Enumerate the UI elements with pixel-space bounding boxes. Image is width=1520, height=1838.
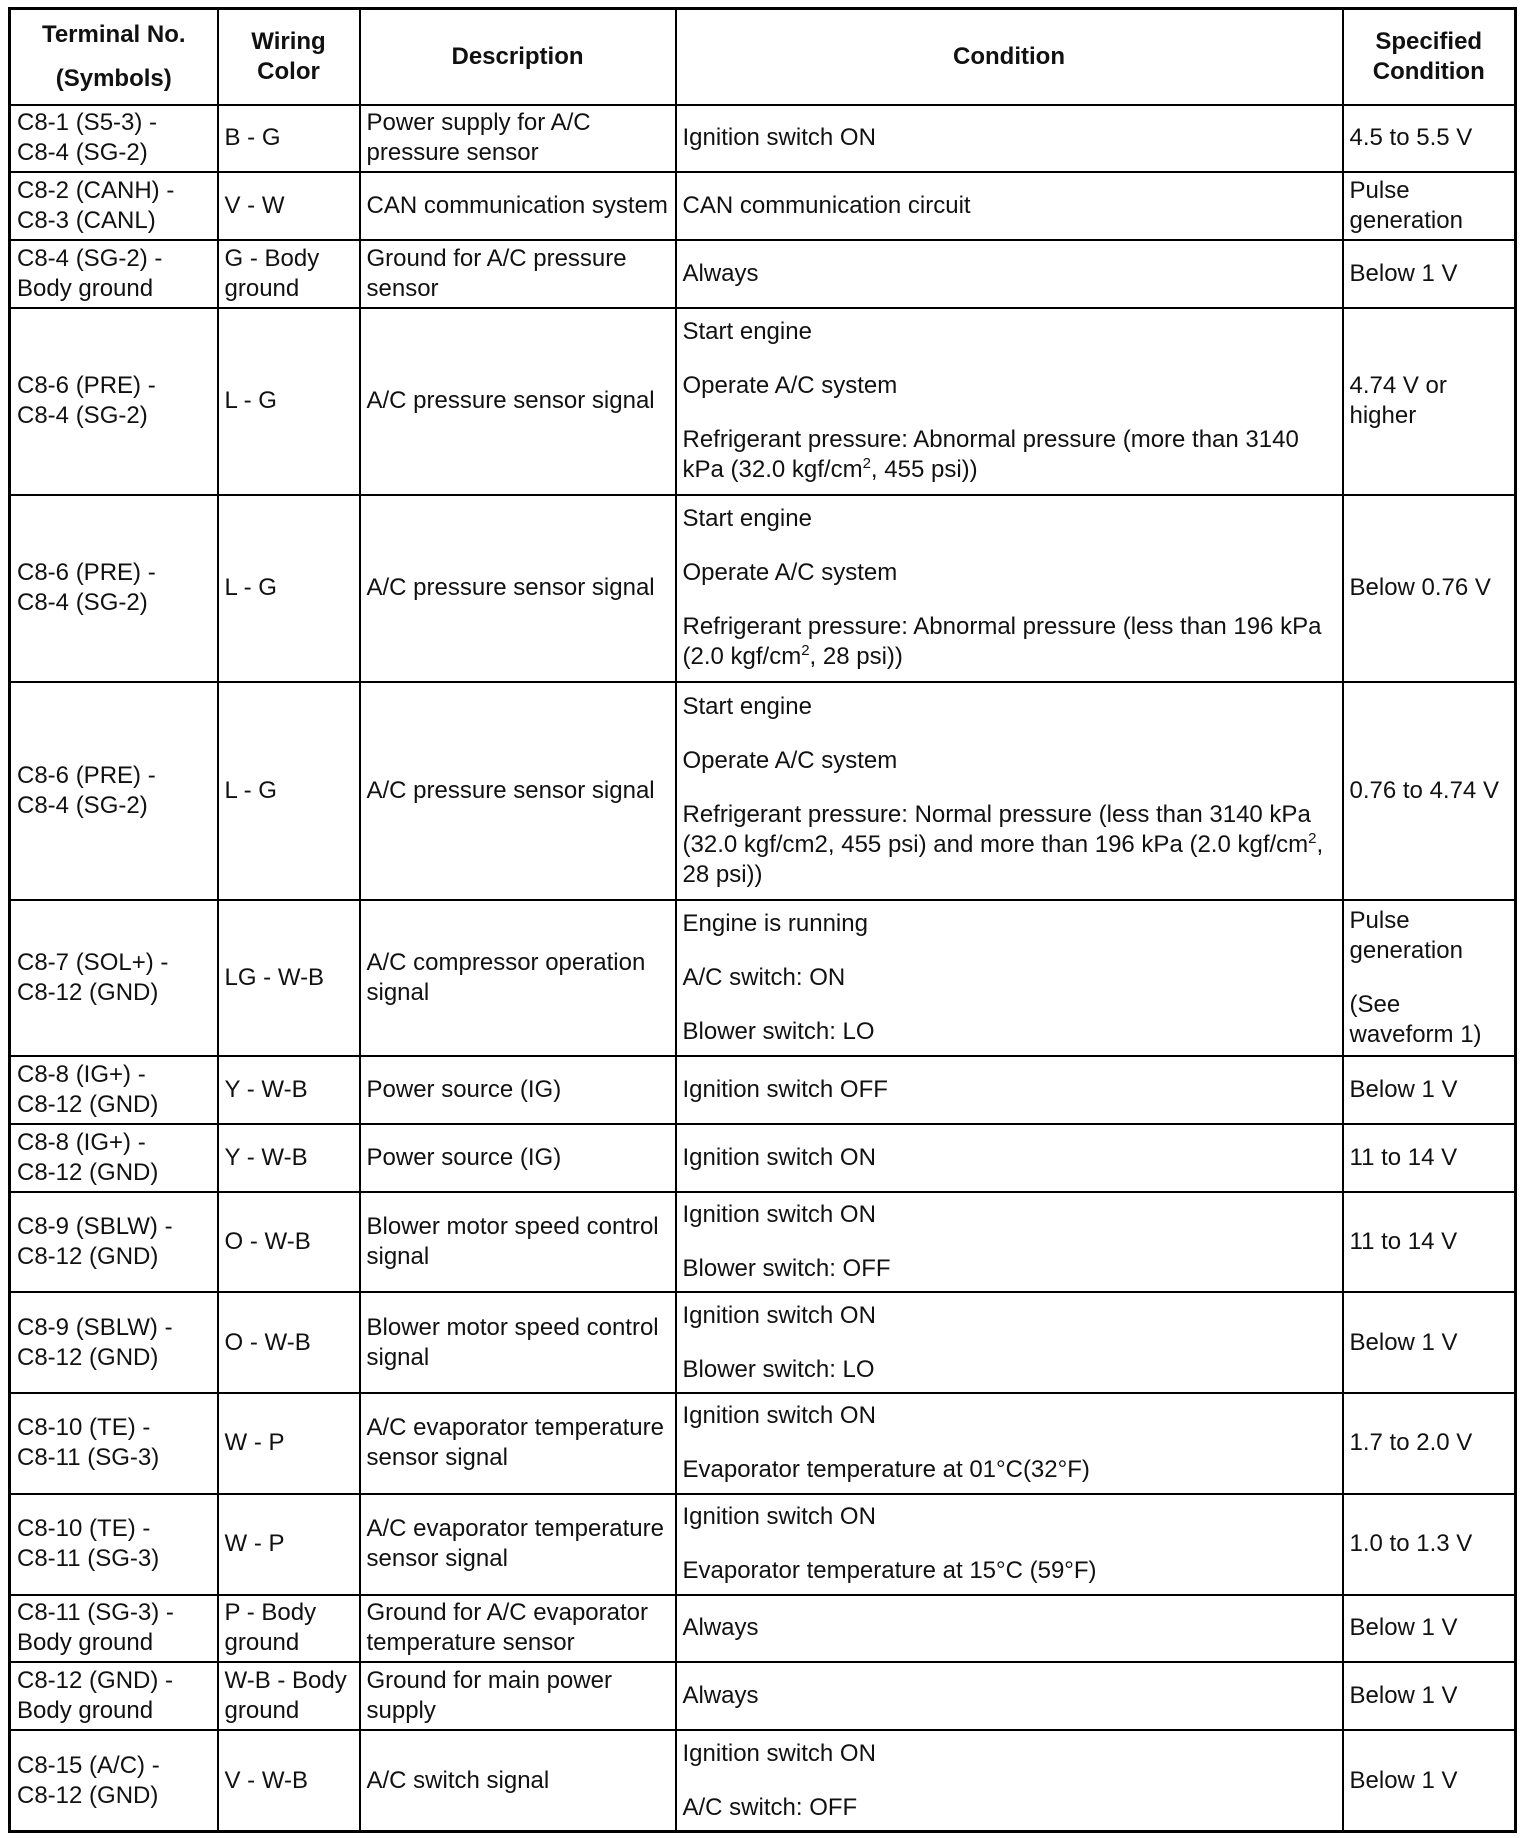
wiring-color-cell: O - W-B: [218, 1192, 360, 1293]
specified-condition-cell: [1343, 1662, 1516, 1730]
terminal-line: Body ground: [17, 275, 154, 303]
description-cell: Ground for A/C pressure sensor: [360, 240, 676, 308]
description-cell: A/C compressor operation signal: [360, 900, 676, 1056]
table-row: [10, 172, 1516, 240]
condition-line: A/C switch: OFF: [682, 1793, 858, 1821]
terminal-cell: [10, 308, 218, 495]
condition-line: Refrigerant pressure: Abnormal pressure (more than 3140 kPa (32.0 kgf/$cm^2$, 455 psi)): [682, 426, 1299, 484]
terminal-line: C8-12 (GND): [17, 1243, 159, 1271]
wiring-color-cell: L - G: [218, 682, 360, 900]
condition-line: Ignition switch ON: [682, 1201, 876, 1229]
terminal-line: C8-10 (TE) -: [17, 1515, 151, 1543]
terminal-line: C8-6 (PRE) -: [17, 372, 156, 400]
description-cell: Power source (IG): [360, 1124, 676, 1192]
terminal-cell: [10, 495, 218, 682]
terminal-cell: [10, 1595, 218, 1663]
wiring-color-cell: L - G: [218, 495, 360, 682]
wiring-color-cell: Y - W-B: [218, 1124, 360, 1192]
condition-cell: [676, 1292, 1343, 1393]
wiring-color-cell: V - W: [218, 172, 360, 240]
terminal-line: C8-12 (GND) -: [17, 1667, 174, 1695]
condition-cell: [676, 172, 1343, 240]
terminal-cell: [10, 1056, 218, 1124]
wiring-color-cell: Y - W-B: [218, 1056, 360, 1124]
table-row: [10, 308, 1516, 495]
header-condition: Condition: [676, 9, 1343, 105]
table-row: [10, 240, 1516, 308]
terminal-line: C8-12 (GND): [17, 1090, 159, 1118]
description-cell: Ground for A/C evaporator temperature sensor: [360, 1595, 676, 1663]
description-cell: Blower motor speed control signal: [360, 1192, 676, 1293]
condition-line: Blower switch: OFF: [682, 1255, 891, 1283]
terminal-cell: [10, 1393, 218, 1494]
terminal-line: Body ground: [17, 1697, 154, 1725]
terminal-cell: [10, 900, 218, 1056]
condition-cell: [676, 240, 1343, 308]
terminal-line: C8-4 (SG-2): [17, 402, 148, 430]
specified-condition-cell: [1343, 105, 1516, 173]
terminal-line: C8-12 (GND): [17, 1343, 159, 1371]
condition-line: Engine is running: [682, 909, 868, 937]
wiring-color-cell: B - G: [218, 105, 360, 173]
specified-line: Below 1 V: [1349, 1075, 1458, 1103]
condition-cell: [676, 1595, 1343, 1663]
condition-line: Start engine: [682, 318, 812, 346]
condition-line: Refrigerant pressure: Abnormal pressure (less than 196 kPa (2.0 kgf/$cm^2$, 28 psi)): [682, 613, 1322, 671]
wiring-color-cell: LG - W-B: [218, 900, 360, 1056]
condition-line: Operate A/C system: [682, 559, 898, 587]
terminal-cell: [10, 682, 218, 900]
condition-cell: [676, 1056, 1343, 1124]
condition-line: Blower switch: LO: [682, 1355, 875, 1383]
condition-line: A/C switch: ON: [682, 963, 846, 991]
terminal-line: C8-15 (A/C) -: [17, 1751, 160, 1779]
specified-condition-cell: [1343, 682, 1516, 900]
specified-line: 4.74 V or higher: [1349, 372, 1447, 430]
table-header-row: [10, 9, 1516, 105]
description-cell: A/C pressure sensor signal: [360, 682, 676, 900]
table-row: [10, 1292, 1516, 1393]
terminal-line: C8-3 (CANL): [17, 207, 156, 235]
terminal-line: C8-7 (SOL+) -: [17, 948, 169, 976]
wiring-color-cell: W - P: [218, 1393, 360, 1494]
condition-cell: [676, 308, 1343, 495]
terminal-line: C8-11 (SG-3): [17, 1444, 160, 1472]
condition-line: Always: [682, 1682, 759, 1710]
terminal-cell: [10, 240, 218, 308]
terminal-line: C8-4 (SG-2): [17, 791, 148, 819]
table-row: [10, 1393, 1516, 1494]
terminal-line: C8-11 (SG-3) -: [17, 1599, 174, 1627]
description-cell: Power supply for A/C pressure sensor: [360, 105, 676, 173]
description-cell: A/C pressure sensor signal: [360, 495, 676, 682]
specified-line: Below 1 V: [1349, 260, 1458, 288]
condition-line: Refrigerant pressure: Normal pressure (less than 3140 kPa (32.0 kgf/cm2, 455 psi) and more than 196 kPa (2.0 kgf/$cm^2$, 28 psi)): [682, 800, 1324, 888]
condition-line: CAN communication circuit: [682, 192, 971, 220]
specified-condition-cell: [1343, 495, 1516, 682]
wiring-color-cell: O - W-B: [218, 1292, 360, 1393]
specified-condition-cell: [1343, 1393, 1516, 1494]
condition-line: Ignition switch ON: [682, 1739, 876, 1767]
condition-line: Operate A/C system: [682, 746, 898, 774]
terminal-line: C8-11 (SG-3): [17, 1545, 160, 1573]
specified-condition-cell: [1343, 172, 1516, 240]
specified-condition-cell: [1343, 1730, 1516, 1831]
terminal-line: Body ground: [17, 1629, 154, 1657]
header-terminal-label: Terminal No.: [41, 20, 186, 48]
terminal-line: C8-12 (GND): [17, 1158, 159, 1186]
condition-line: Ignition switch ON: [682, 1143, 876, 1171]
terminal-line: C8-8 (IG+) -: [17, 1128, 146, 1156]
specified-line: 1.7 to 2.0 V: [1349, 1429, 1473, 1457]
condition-line: Operate A/C system: [682, 372, 898, 400]
description-cell: A/C switch signal: [360, 1730, 676, 1831]
specified-condition-cell: [1343, 1292, 1516, 1393]
table-row: [10, 495, 1516, 682]
condition-cell: [676, 900, 1343, 1056]
specified-line: 0.76 to 4.74 V: [1349, 776, 1499, 804]
terminal-line: C8-9 (SBLW) -: [17, 1313, 173, 1341]
condition-line: Evaporator temperature at 15°C (59°F): [682, 1557, 1097, 1585]
terminal-cell: [10, 1662, 218, 1730]
description-cell: Power source (IG): [360, 1056, 676, 1124]
wiring-color-cell: W - P: [218, 1494, 360, 1595]
specified-line: Pulse generation: [1349, 906, 1463, 964]
condition-cell: [676, 1124, 1343, 1192]
terminal-table-sheet: [8, 7, 1514, 1833]
wiring-color-cell: W-B - Body ground: [218, 1662, 360, 1730]
specified-line: Pulse generation: [1349, 177, 1463, 235]
terminal-line: C8-10 (TE) -: [17, 1414, 151, 1442]
terminal-cell: [10, 1124, 218, 1192]
specified-line: 1.0 to 1.3 V: [1349, 1530, 1473, 1558]
description-cell: Blower motor speed control signal: [360, 1292, 676, 1393]
table-row: [10, 1124, 1516, 1192]
condition-line: Start engine: [682, 692, 812, 720]
condition-line: Start engine: [682, 505, 812, 533]
terminal-cell: [10, 1292, 218, 1393]
header-description: Description: [360, 9, 676, 105]
table-row: [10, 682, 1516, 900]
description-cell: Ground for main power supply: [360, 1662, 676, 1730]
condition-line: Evaporator temperature at 01°C(32°F): [682, 1456, 1090, 1484]
terminal-cell: [10, 1494, 218, 1595]
specified-condition-cell: [1343, 1056, 1516, 1124]
specified-condition-cell: [1343, 1192, 1516, 1293]
specified-line: 4.5 to 5.5 V: [1349, 124, 1473, 152]
terminal-line: C8-4 (SG-2) -: [17, 245, 163, 273]
condition-line: Ignition switch OFF: [682, 1075, 888, 1103]
specified-line: (See waveform 1): [1349, 990, 1482, 1048]
table-row: [10, 1730, 1516, 1831]
condition-cell: [676, 105, 1343, 173]
terminal-line: C8-4 (SG-2): [17, 589, 148, 617]
terminal-line: C8-6 (PRE) -: [17, 559, 156, 587]
condition-line: Ignition switch ON: [682, 1503, 876, 1531]
table-row: [10, 1192, 1516, 1293]
table-row: [10, 1595, 1516, 1663]
condition-line: Always: [682, 1614, 759, 1642]
description-cell: A/C pressure sensor signal: [360, 308, 676, 495]
header-symbols-label: (Symbols): [55, 64, 172, 92]
condition-cell: [676, 682, 1343, 900]
wiring-color-cell: G - Body ground: [218, 240, 360, 308]
terminal-cell: [10, 1730, 218, 1831]
description-cell: A/C evaporator temperature sensor signal: [360, 1494, 676, 1595]
specified-line: 11 to 14 V: [1349, 1228, 1458, 1256]
terminal-line: C8-4 (SG-2): [17, 139, 148, 167]
condition-cell: [676, 1393, 1343, 1494]
wiring-color-cell: V - W-B: [218, 1730, 360, 1831]
header-wiring-color: Wiring Color: [218, 9, 360, 105]
wiring-color-cell: L - G: [218, 308, 360, 495]
description-cell: A/C evaporator temperature sensor signal: [360, 1393, 676, 1494]
specified-line: Below 0.76 V: [1349, 574, 1491, 602]
wiring-color-cell: P - Body ground: [218, 1595, 360, 1663]
terminal-line: C8-1 (S5-3) -: [17, 109, 158, 137]
table-row: [10, 1494, 1516, 1595]
specified-line: Below 1 V: [1349, 1682, 1458, 1710]
terminal-line: C8-9 (SBLW) -: [17, 1213, 173, 1241]
terminal-cell: [10, 105, 218, 173]
terminal-cell: [10, 1192, 218, 1293]
specified-condition-cell: [1343, 1124, 1516, 1192]
table-row: [10, 1056, 1516, 1124]
condition-line: Ignition switch ON: [682, 1402, 876, 1430]
specified-condition-cell: [1343, 1595, 1516, 1663]
terminal-line: C8-2 (CANH) -: [17, 177, 175, 205]
description-cell: CAN communication system: [360, 172, 676, 240]
condition-line: Ignition switch ON: [682, 124, 876, 152]
terminal-line: C8-12 (GND): [17, 1781, 159, 1809]
condition-cell: [676, 1192, 1343, 1293]
condition-cell: [676, 1662, 1343, 1730]
condition-cell: [676, 1494, 1343, 1595]
specified-condition-cell: [1343, 900, 1516, 1056]
terminal-cell: [10, 172, 218, 240]
specified-condition-cell: [1343, 1494, 1516, 1595]
specified-line: Below 1 V: [1349, 1614, 1458, 1642]
condition-cell: [676, 1730, 1343, 1831]
condition-cell: [676, 495, 1343, 682]
terminal-line: C8-12 (GND): [17, 978, 159, 1006]
condition-line: Ignition switch ON: [682, 1301, 876, 1329]
terminal-line: C8-8 (IG+) -: [17, 1060, 146, 1088]
specified-line: Below 1 V: [1349, 1328, 1458, 1356]
table-body: [10, 105, 1516, 1832]
terminal-line: C8-6 (PRE) -: [17, 761, 156, 789]
table-row: [10, 105, 1516, 173]
condition-line: Blower switch: LO: [682, 1017, 875, 1045]
specified-condition-cell: [1343, 308, 1516, 495]
header-specified-condition: Specified Condition: [1343, 9, 1516, 105]
header-terminal: [10, 9, 218, 105]
terminal-inspection-table: [8, 7, 1517, 1833]
table-row: [10, 900, 1516, 1056]
specified-condition-cell: [1343, 240, 1516, 308]
specified-line: 11 to 14 V: [1349, 1143, 1458, 1171]
condition-line: Always: [682, 260, 759, 288]
table-row: [10, 1662, 1516, 1730]
specified-line: Below 1 V: [1349, 1766, 1458, 1794]
